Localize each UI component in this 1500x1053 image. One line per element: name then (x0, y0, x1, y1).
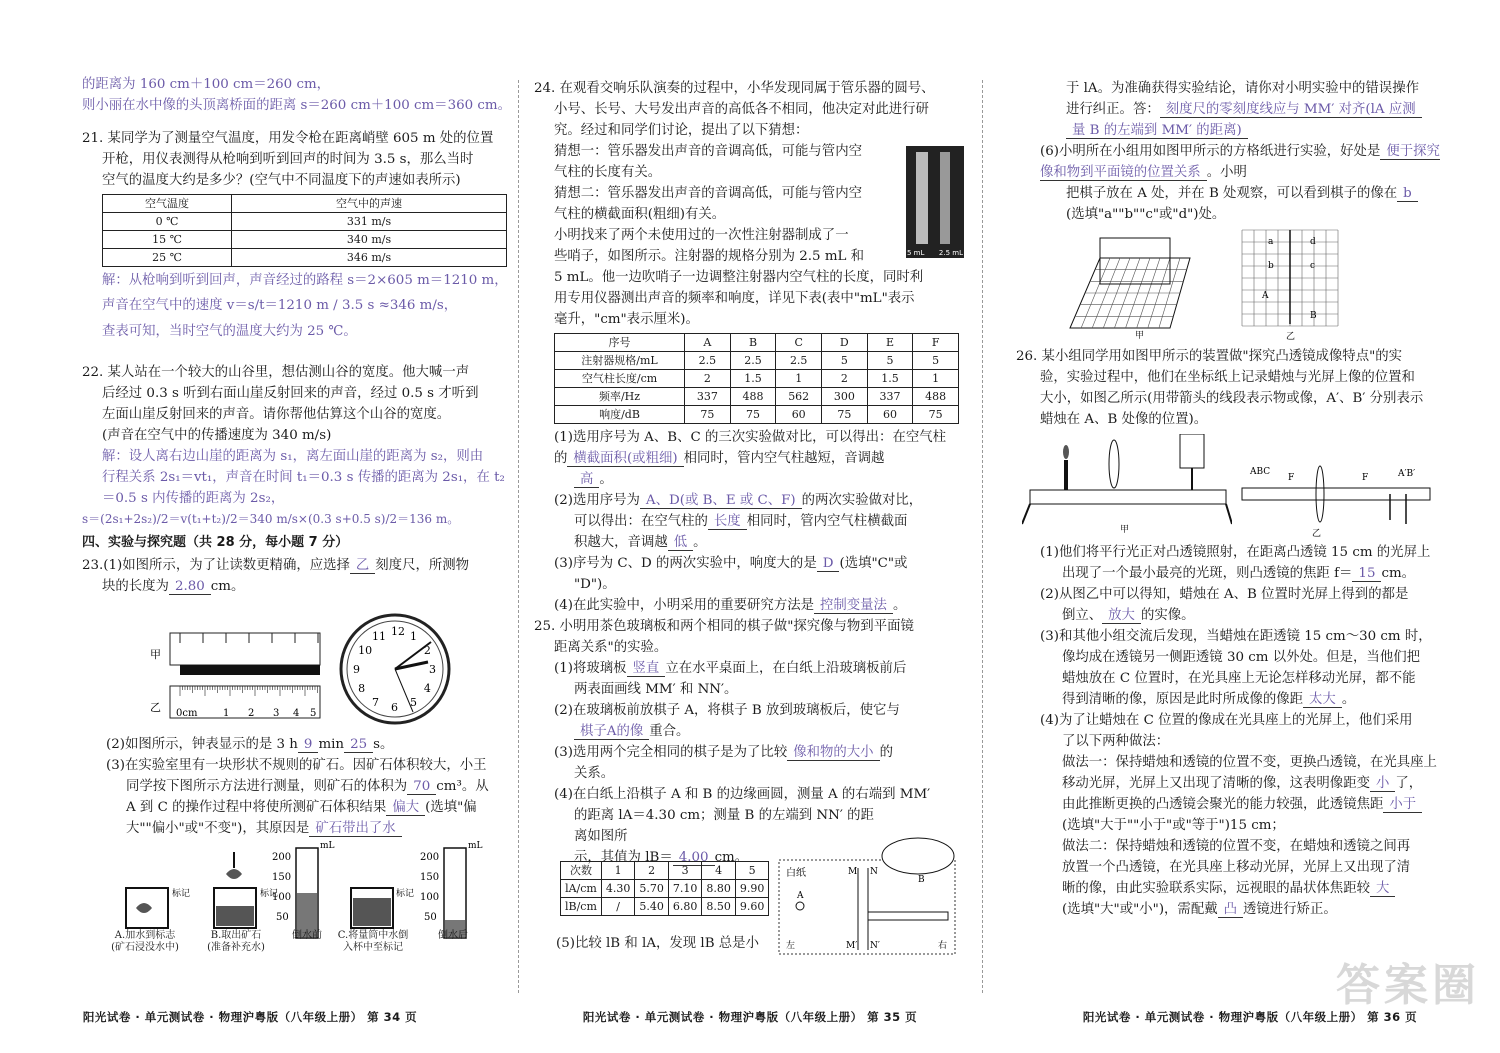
mark-label-a: 标记 (172, 889, 191, 899)
q26-4h: 放置一个凸透镜，在光具座上移动光屏，光屏上又出现了清 (1062, 860, 1411, 875)
footer-page-34: 阳光试卷 · 单元测试卷 · 物理沪粤版（八年级上册） 第 34 页 (82, 1010, 418, 1024)
q24-1c: 高 。 (534, 469, 969, 490)
ruler-label-yi: 乙 (150, 701, 161, 714)
table-cell: 75 (685, 406, 731, 424)
table-row (561, 880, 769, 898)
caption-after: 倒水后 (438, 930, 468, 941)
q26-3d: 得到清晰的像，原因是此时所成像的像距 太大 。 (1062, 692, 1356, 707)
table-cell: 8.50 (702, 898, 736, 916)
ruler-tick-label: 5 (310, 708, 317, 719)
table-cell: 1.5 (867, 370, 913, 388)
table-cell: 337 (685, 388, 731, 406)
syringe-label-2_5ml: 2.5 mL (938, 249, 963, 257)
table-cell: 2.5 (730, 352, 776, 370)
ruler-tick-label: 0cm (176, 708, 198, 719)
point-piece-b: B (1310, 311, 1317, 321)
point-b: b (1268, 261, 1274, 271)
page-36-column (1016, 78, 1446, 225)
table-row: 25 ℃ 346 m/s (103, 249, 507, 267)
q23-1: 23.(1)如图所示，为了让读数更精确，应选择 乙 刻度尺，所测物 (82, 558, 470, 573)
q23-answer-sec: 25 (344, 737, 373, 753)
q24-line-2: 小号、长号、大号发出声音的高低各不相同，他决定对此进行研 (554, 102, 929, 117)
ml-label: mL (468, 841, 483, 851)
label-left: 左 (786, 941, 796, 951)
table-cell: 2 (822, 370, 868, 388)
ruler-label-jia: 甲 (150, 648, 161, 661)
q26-4e: 由此推断更换的凸透镜会聚光的能力较强，此透镜焦距 小于 (1016, 794, 1446, 815)
syringe-label-5ml: 5 mL (907, 249, 925, 257)
label-jia: 甲 (1120, 525, 1130, 534)
page-36 (1000, 0, 1500, 1053)
q26-answer-3: 太大 (1303, 692, 1342, 708)
table-header: B (730, 334, 776, 352)
q23-3c: A 到 C 的操作过程中将使所测矿石体积结果 偏大 (选填"偏 (126, 800, 477, 815)
table-cell: 8.80 (702, 880, 736, 898)
table-cell: 7.10 (668, 880, 702, 898)
table-header: 2 (635, 862, 669, 880)
q26-4g: 做法二：保持蜡烛和透镜的位置不变，在蜡烛和透镜之间再 (1062, 839, 1411, 854)
point-a: a (1268, 237, 1274, 247)
q25-3a: (3)选用两个完全相同的棋子是为了比较 像和物的大小 的 (554, 745, 893, 760)
q23-3b: 同学按下图所示方法进行测量，则矿石的体积为 70 cm³。从 (126, 779, 489, 794)
q26-answer-4c: 大 (1370, 881, 1395, 897)
point-d: d (1310, 237, 1316, 247)
q24-line-5: 气柱的长度有关。 (554, 165, 662, 180)
table-cell: 5.40 (635, 898, 669, 916)
q25-answer-1: 竖直 (627, 661, 666, 677)
watermark-logo: 答案圈 (1336, 960, 1480, 1011)
q23-3d: 大""偏小"或"不变")，其原因是 矿石带出了水 (106, 818, 516, 839)
cyl-tick: 100 (272, 892, 292, 903)
q25-answer-5a: 刻度尺的零刻度线应与 MM′ 对齐(lA 应测 (1160, 102, 1422, 118)
table-row (555, 406, 959, 424)
ruler-tick-label: 3 (273, 708, 280, 719)
q22-line-3: 左面山崖反射回来的声音。请你帮他估算这个山谷的宽度。 (102, 407, 451, 422)
section-heading: 四、实验与探究题（共 28 分，每小题 7 分） (82, 535, 349, 550)
q25-6a: (6)小明所在小组用如图甲所示的方格纸进行实验，好处是 便于探究像和物到平面镜的位置关系 。小明 (1040, 144, 1440, 180)
clock-number: 2 (423, 644, 431, 657)
q23-2: (2)如图所示，钟表显示的是 3 h 9 min 25 s。 (106, 737, 394, 752)
table-row (561, 898, 769, 916)
table-cell: 5 (913, 352, 959, 370)
table-header: C (776, 334, 822, 352)
table-cell: 488 (730, 388, 776, 406)
table-header: 次数 (561, 862, 602, 880)
q25-6c: (选填"a""b""c"或"d")处。 (1066, 207, 1226, 222)
q26-answer-4d: 凸 (1218, 902, 1243, 918)
q24-1a: (1)选用序号为 A、B、C 的三次实验做对比，可以得出：在空气柱 (554, 430, 947, 445)
q26-2b: 倒立、 放大 的实像。 (1062, 608, 1195, 623)
q25-line-2: 距离关系"的实验。 (554, 640, 668, 655)
q26-4c: 做法一：保持蜡烛和透镜的位置不变，更换凸透镜，在光具座上 (1062, 755, 1437, 770)
mark-label-c: 标记 (396, 889, 415, 899)
clock-figure (338, 612, 453, 727)
page-36-column-q26 (1016, 346, 1446, 430)
table-cell: 2.5 (776, 352, 822, 370)
clock-number: 5 (410, 695, 417, 709)
q22-line-4: (声音在空气中的传播速度为 340 m/s) (102, 428, 332, 443)
bench-leg (1226, 504, 1232, 524)
magnifier (882, 838, 954, 874)
table-header: 序号 (555, 334, 685, 352)
table-cell: 75 (730, 406, 776, 424)
q23-answer-bias: 偏大 (386, 800, 425, 816)
q21-answer-1: 解：从枪响到听到回声，声音经过的路程 s＝2×605 m＝1210 m， (102, 273, 508, 288)
table-cell: 注射器规格/mL (555, 352, 685, 370)
table-header: A (685, 334, 731, 352)
table-cell: 337 (867, 388, 913, 406)
table-cell: 频率/Hz (555, 388, 685, 406)
table-cell: 5.70 (635, 880, 669, 898)
page-34-column-lower (106, 734, 516, 839)
table-row (555, 388, 959, 406)
table-cell: 60 (776, 406, 822, 424)
q24-line-7: 气柱的横截面积(粗细)有关。 (554, 207, 726, 222)
q26-line-1: 26. 某小组同学用如图甲所示的装置做"探究凸透镜成像特点"的实 (1016, 349, 1403, 364)
q25-answer-2: 棋子A的像 (574, 724, 649, 740)
q25-4a: (4)在白纸上沿棋子 A 和 B 的边缘画圆，测量 A 的右端到 MM′ (554, 787, 931, 802)
clock-number: 6 (391, 701, 398, 714)
flame-icon (1063, 445, 1069, 459)
q24-2a: (2)选用序号为 A、D(或 B、E 或 C、F) 的两次实验做对比， (554, 493, 923, 508)
table-header: 1 (601, 862, 635, 880)
q23-answer-length: 2.80 (169, 579, 211, 595)
q24-line-12: 毫升，"cm"表示厘米)。 (554, 312, 699, 327)
label-n-prime: N′ (870, 941, 880, 951)
bench-rail (1030, 490, 1226, 504)
q22-line-2: 后经过 0.3 s 听到右面山崖反射回来的声音，经过 0.5 s 才听到 (102, 386, 479, 401)
label-f1: F (1288, 473, 1295, 483)
label-yi: 乙 (1286, 332, 1296, 342)
q25-line-1: 25. 小明用茶色玻璃板和两个相同的棋子做"探究像与物到平面镜 (534, 619, 914, 634)
clock-number: 10 (358, 644, 373, 657)
q24-answer-2c: 低 (668, 535, 693, 551)
q24-answer-1: 横截面积(或粗细) (567, 451, 683, 467)
q23-answer-ruler: 乙 (350, 558, 375, 574)
table-header: 空气中的声速 (232, 195, 507, 213)
cyl-tick: 200 (272, 852, 292, 863)
q24-4: (4)在此实验中，小明采用的重要研究方法是 控制变量法 。 (554, 598, 907, 613)
q23-answer-min: 9 (298, 737, 319, 753)
table-cell: 4.30 (601, 880, 635, 898)
q24-line-9: 些哨子，如图所示。注射器的规格分别为 2.5 mL 和 (554, 249, 865, 264)
clock-number: 8 (358, 682, 366, 695)
page-34-column (82, 74, 512, 597)
mineral-b (226, 869, 242, 879)
q25-answer-4: 4.00 (673, 850, 715, 866)
table-row (555, 352, 959, 370)
q26-answer-4a: 小 (1370, 776, 1395, 792)
table-cell: 1 (913, 370, 959, 388)
page-34 (0, 0, 511, 1053)
q24-data-table (554, 333, 959, 424)
label-yi: 乙 (1312, 529, 1322, 539)
table-cell: 300 (822, 388, 868, 406)
syringe-photo (906, 146, 964, 258)
clock-number: 4 (423, 682, 431, 695)
q22-answer-1: 解：设人离右边山崖的距离为 s₁，离左面山崖的距离为 s₂，则由 (102, 449, 484, 464)
q21-answer-2: 声音在空气中的速度 v＝s/t＝1210 m / 3.5 s ≈346 m/s， (102, 298, 458, 313)
mark-label-b: 标记 (260, 889, 279, 899)
table-cell: lA/cm (561, 880, 602, 898)
clock-number: 11 (372, 630, 386, 644)
q24-1b: 的 横截面积(或粗细) 相同时，管内空气柱越短，音调越 (554, 451, 885, 466)
label-m: M (848, 867, 858, 877)
candle (1064, 460, 1068, 490)
ruler-mirror (868, 912, 948, 920)
q26-3a: (3)和其他小组交流后发现，当蜡烛在距透镜 15 cm～30 cm 时， (1040, 629, 1432, 644)
q26-3b: 像均成在透镜另一侧距透镜 30 cm 以外处。但是，当他们把 (1062, 650, 1420, 665)
table-header: 空气温度 (103, 195, 232, 213)
grid-figure-yi (1238, 226, 1342, 342)
table-cell: 空气柱长度/cm (555, 370, 685, 388)
page-36-column-q26-answers (1016, 542, 1446, 920)
table-cell: 9.90 (735, 880, 769, 898)
q23-answer-volume: 70 (407, 779, 436, 795)
q26-answer-4b: 小于 (1383, 797, 1422, 813)
table-cell: 9.60 (735, 898, 769, 916)
q25-cont-1: 于 lA。为准确获得实验结论，请你对小明实验中的错误操作 (1066, 81, 1419, 96)
q21-line-3: 空气的温度大约是多少？(空气中不同温度下的声速如表所示) (102, 173, 461, 188)
q23-answer-reason: 矿石带出了水 (309, 821, 401, 837)
ruler-tick-label: 1 (223, 708, 230, 719)
prev-answer-line-2: 则小丽在水中像的头顶离桥面的距离 s＝260 cm＋100 cm＝360 cm。 (82, 98, 511, 113)
table-header: E (867, 334, 913, 352)
q25-answer-5b: 量 B 的左端到 MM′ 的距离) (1066, 123, 1248, 139)
optical-bench-jia (1022, 434, 1232, 534)
table-row (555, 370, 959, 388)
q21-speed-table (102, 194, 507, 267)
table-cell: 6.80 (668, 898, 702, 916)
ruler-tick-label: 4 (293, 708, 300, 719)
prev-answer-line-1: 的距离为 160 cm＋100 cm＝260 cm， (82, 77, 331, 92)
q21-line-1: 21. 某同学为了测量空气温度，用发令枪在距离峭壁 605 m 处的位置 (82, 131, 494, 146)
q26-4a: (4)为了让蜡烛在 C 位置的像成在光具座上的光屏上，他们采用 (1040, 713, 1413, 728)
point-c: c (1310, 261, 1316, 271)
water-c (353, 898, 391, 926)
ruler-figure (150, 628, 325, 723)
table-row: 0 ℃ 331 m/s (103, 213, 507, 231)
label-right: 右 (938, 941, 948, 951)
clock-number: 12 (391, 625, 405, 638)
q26-4f: (选填"大于""小于"或"等于")15 cm； (1062, 818, 1285, 833)
caption-before: 倒水前 (292, 930, 322, 941)
scale-rail (1242, 488, 1430, 500)
caption-a: A.加水到标志 (矿石浸没水中) (111, 930, 179, 953)
label-images: A′B′ (1398, 469, 1416, 479)
label-b: B (918, 875, 925, 885)
grid-figure-jia (1060, 228, 1200, 340)
page-divider (982, 80, 983, 993)
cyl-tick: 150 (420, 872, 440, 883)
label-a: A (797, 891, 804, 901)
q26-answer-2: 放大 (1102, 608, 1141, 624)
q24-line-1: 24. 在观看交响乐队演奏的过程中，小华发现同属于管乐器的圆号、 (534, 81, 935, 96)
q25-5: (5)比较 lB 和 lA，发现 lB 总是小 (556, 936, 759, 951)
q24-answer-2b: 长度 (708, 514, 747, 530)
q25-4b: 的距离 lA＝4.30 cm；测量 B 的左端到 NN′ 的距离如图所 (574, 808, 874, 844)
table-cell: 75 (913, 406, 959, 424)
q26-4i: 晰的像，由此实验联系实际，远视眼的晶状体焦距较 大 (1016, 878, 1446, 899)
water-b (216, 906, 254, 926)
table-cell: 响度/dB (555, 406, 685, 424)
q24-line-8: 小明找来了两个未使用过的一次性注射器制成了一 (554, 228, 849, 243)
q25-cont-2: 进行纠正。答： 刻度尺的零刻度线应与 MM′ 对齐(lA 应测 (1016, 99, 1446, 120)
table-cell: 562 (776, 388, 822, 406)
mirror-figure (778, 836, 958, 956)
block (180, 665, 320, 675)
table-cell: 2.5 (685, 352, 731, 370)
q21-line-2: 开枪，用仪表测得从枪响到听到回声的时间为 3.5 s，那么当时 (102, 152, 474, 167)
q25-1b: 两表面画线 MM′ 和 NN′。 (574, 682, 738, 697)
clock-number: 3 (429, 663, 436, 676)
q24-line-6: 猜想二：管乐器发出声音的音调高低，可能与管内空 (554, 186, 862, 201)
q24-answer-3: D (817, 556, 840, 572)
q21-answer-3: 查表可知，当时空气的温度大约为 25 ℃。 (102, 324, 357, 339)
point-piece-a: A (1262, 291, 1269, 301)
q25-data-table (560, 861, 769, 916)
caption-c: C.将量筒中水倒 入杯中至标记 (337, 930, 409, 953)
q22-answer-4: s＝(2s₁+2s₂)/2＝v(t₁+t₂)/2＝340 m/s×(0.3 s+0.5 s)/2＝136 m。 (82, 512, 460, 526)
q26-line-3: 大小，如图乙所示(用带箭头的线段表示物或像，A′、B′ 分别表示 (1040, 391, 1424, 406)
q24-line-10: 5 mL。他一边吹哨子一边调整注射器内空气柱的长度，同时利 (554, 270, 924, 285)
caption-b: B.取出矿石 (准备补充水) (207, 930, 265, 953)
label-n: N (870, 867, 878, 877)
q25-1a: (1)将玻璃板 竖直 立在水平桌面上，在白纸上沿玻璃板前后 (554, 661, 907, 676)
q24-line-3: 究。经过和同学们讨论，提出了以下猜想： (554, 123, 809, 138)
q24-2c: 积越大，音调越 低 。 (574, 535, 707, 550)
q22-answer-3: ＝0.5 s 内传播的距离为 2s₂， (102, 491, 285, 506)
table-cell: 75 (822, 406, 868, 424)
label-jia: 甲 (1135, 331, 1145, 340)
table-cell: 5 (822, 352, 868, 370)
table-header: 3 (668, 862, 702, 880)
convex-lens (1109, 440, 1119, 488)
light-screen (1180, 434, 1204, 468)
q26-3c: 蜡烛放在 C 位置时，在光具座上无论怎样移动光屏，都不能 (1062, 671, 1416, 686)
q25-4c: 示，其值为 lB＝ 4.00 cm。 (574, 850, 749, 865)
q25-answer-3: 像和物的大小 (787, 745, 879, 761)
q26-1a: (1)他们将平行光正对凸透镜照射，在距离凸透镜 15 cm 的光屏上 (1040, 545, 1431, 560)
q23-1b: 块的长度为 2.80 cm。 (102, 579, 245, 594)
page-35-column (534, 78, 969, 868)
footer-page-35: 阳光试卷 · 单元测试卷 · 物理沪粤版（八年级上册） 第 35 页 (582, 1010, 918, 1024)
q24-line-11: 用专用仪器测出声音的频率和响度，详见下表(表中"mL"表示 (554, 291, 915, 306)
q24-answer-2: A、D(或 B、E 或 C、F) (640, 493, 802, 509)
q26-4b: 了以下两种做法： (1062, 734, 1170, 749)
q25-3b: 关系。 (574, 766, 615, 781)
q24-3b: "D")。 (574, 577, 616, 592)
q25-answer-6a: 便于探究像和物到平面镜的位置关系 (1040, 144, 1440, 180)
q25-6b: 把棋子放在 A 处，并在 B 处观察，可以看到棋子的像在 b (1016, 183, 1446, 204)
table-cell: lB/cm (561, 898, 602, 916)
q22-answer-2: 行程关系 2s₁＝vt₁，声音在时间 t₁＝0.3 s 传播的距离为 2s₁，在 t₂ (102, 470, 505, 485)
cyl-tick: 50 (424, 912, 437, 923)
q24-answer-1b: 高 (574, 472, 599, 488)
ml-label: mL (320, 841, 335, 851)
q25-2a: (2)在玻璃板前放棋子 A，将棋子 B 放到玻璃板后，使它与 (554, 703, 900, 718)
cyl-tick: 150 (272, 872, 292, 883)
q24-2b: 可以得出：在空气柱的 长度 相同时，管内空气柱横截面 (574, 514, 908, 529)
table-cell: 1.5 (730, 370, 776, 388)
image-diagram-yi (1240, 460, 1440, 540)
label-abc: ABC (1250, 467, 1271, 477)
footer-page-36: 阳光试卷 · 单元测试卷 · 物理沪粤版（八年级上册） 第 36 页 (1082, 1010, 1418, 1024)
table-cell: 2 (685, 370, 731, 388)
table-header: 5 (735, 862, 769, 880)
q26-2a: (2)从图乙中可以得知，蜡烛在 A、B 位置时光屏上得到的都是 (1040, 587, 1409, 602)
q24-line-4: 猜想一：管乐器发出声音的音调高低，可能与管内空 (554, 144, 862, 159)
q24-3a: (3)序号为 C、D 的两次实验中，响度大的是 D (选填"C"或 (554, 556, 908, 571)
q26-1b: 出现了一个最小最亮的光斑，则凸透镜的焦距 f＝ 15 cm。 (1062, 566, 1416, 581)
q25-2b: 棋子A的像 重合。 (534, 721, 969, 742)
q24-answer-4: 控制变量法 (814, 598, 893, 614)
bench-leg (1022, 504, 1030, 524)
q26-line-2: 验，实验过程中，他们在坐标纸上记录蜡烛与光屏上像的位置和 (1040, 370, 1415, 385)
clock-number: 9 (353, 663, 360, 676)
ruler-jia (170, 633, 320, 665)
q25-cont-3 (1016, 120, 1446, 141)
paper-label: 白纸 (786, 868, 806, 879)
cyl-tick: 50 (276, 912, 289, 923)
clock-number: 1 (410, 630, 417, 644)
table-cell: 488 (913, 388, 959, 406)
table-header: 4 (702, 862, 736, 880)
q22-line-1: 22. 某人站在一个较大的山谷里，想估测山谷的宽度。他大喊一声 (82, 365, 470, 380)
q26-line-4: 蜡烛在 A、B 处像的位置)。 (1040, 412, 1208, 427)
q23-3a: (3)在实验室里有一块形状不规则的矿石。因矿石体积较大，小王 (106, 758, 487, 773)
table-cell: / (601, 898, 635, 916)
q26-answer-1: 15 (1352, 566, 1381, 582)
q25-answer-6b: b (1397, 186, 1418, 202)
table-row: 15 ℃ 340 m/s (103, 231, 507, 249)
table-header: F (913, 334, 959, 352)
q26-4j: (选填"大"或"小")，需配戴 凸 透镜进行矫正。 (1062, 902, 1337, 917)
table-cell: 60 (867, 406, 913, 424)
ruler-tick-label: 2 (248, 708, 255, 719)
table-cell: 1 (776, 370, 822, 388)
page-35 (500, 0, 1000, 1053)
clock-number: 7 (372, 695, 379, 709)
label-m-prime: M′ (846, 941, 858, 951)
cyl-tick: 100 (420, 892, 440, 903)
table-header: D (822, 334, 868, 352)
q26-4d: 移动光屏，光屏上又出现了清晰的像，这表明像距变 小 了， (1062, 776, 1423, 791)
label-f2: F (1362, 473, 1369, 483)
cyl-tick: 200 (420, 852, 440, 863)
table-cell: 5 (867, 352, 913, 370)
